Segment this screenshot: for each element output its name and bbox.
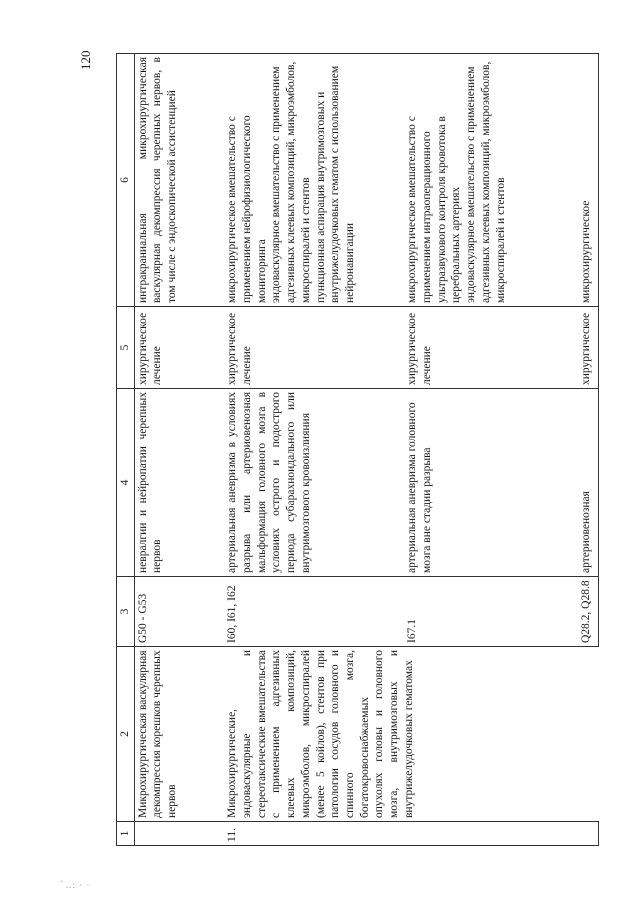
method-item: эндоваскулярное вмешательство с применением адгезивных клеевых композиций, микроэмболов, микроспиралей и стентов (465, 61, 507, 303)
treatment-methods (404, 54, 578, 307)
icd-codes: I60, I61, I62 (224, 577, 404, 647)
row-number (578, 822, 598, 846)
table-row (134, 54, 224, 846)
scan-noise-mark: ﾞ‥: · · (60, 880, 91, 890)
medical-care-table (116, 53, 599, 846)
patient-model: невралгии и нейропатии черепных нервов (134, 389, 224, 577)
table-row (224, 54, 404, 846)
patient-model: артериальная аневризма головного мозга вне стадии разрыва (404, 389, 578, 577)
page-number: 120 (78, 50, 93, 70)
header-col-4: 4 (117, 389, 135, 577)
treatment-type: хирургическое (578, 307, 598, 389)
method-item: микрохирургическое вмешательство с применением интраоперационного ультразвукового контроля кровотока в церебральных артериях (406, 116, 463, 303)
row-number: 11. (224, 822, 404, 846)
icd-codes: I67.1 (404, 577, 578, 647)
header-col-3: 3 (117, 577, 135, 647)
care-type-name: Микрохирургическая васкулярная декомпрессия корешков черепных нервов (134, 647, 224, 822)
patient-model: артериальная аневризма в условиях разрыва или артериовенозная мальформация головного мозга в условиях острого и подострого периода субарахноидального или внутримозгового кровоизлияния (224, 389, 404, 577)
treatment-methods (134, 54, 224, 307)
patient-model: артериовенозная (578, 389, 598, 577)
care-type-name: Микрохирургические, эндоваскулярные и стереотаксические вмешательства с применением адгезивных клеевых композиций, микроэмболов, микроспиралей (менее 5 койлов), стентов при патологии сосудов головного и спинного мозга, богатокровоснабжаемых опухолях головы и головного мозга, внутримозговых и внутрижелудочковых гематомах (224, 647, 598, 822)
treatment-type: хирургическое лечение (224, 307, 404, 389)
method-item: пункционная аспирация внутримозговых и внутрижелудочковых гематом с использованием нейронавигации (314, 65, 356, 303)
method-item: эндоваскулярное вмешательство с применением адгезивных клеевых композиций, микроэмболов, микроспиралей и стентов (270, 61, 312, 303)
icd-codes: Q28.2, Q28.8 (578, 577, 598, 647)
treatment-type: хирургическое лечение (404, 307, 578, 389)
treatment-methods (224, 54, 404, 307)
method-item: интракраниальная микрохирургическая васкулярная декомпрессия черепных нервов, в том числе с эндоскопической ассистенцией (136, 57, 179, 303)
row-number (134, 822, 224, 846)
rotated-table-container (116, 54, 607, 846)
icd-codes: G50 - G53 (134, 577, 224, 647)
header-col-5: 5 (117, 307, 135, 389)
treatment-methods (578, 54, 598, 307)
treatment-type: хирургическое лечение (134, 307, 224, 389)
header-col-2: 2 (117, 647, 135, 822)
method-item: микрохирургическое (580, 200, 593, 303)
row-number (404, 822, 578, 846)
header-col-1: 1 (117, 822, 135, 846)
header-row (117, 54, 135, 846)
method-item: микрохирургическое вмешательство с применением нейрофизиологического мониторинга (226, 115, 268, 303)
header-col-6: 6 (117, 54, 135, 307)
